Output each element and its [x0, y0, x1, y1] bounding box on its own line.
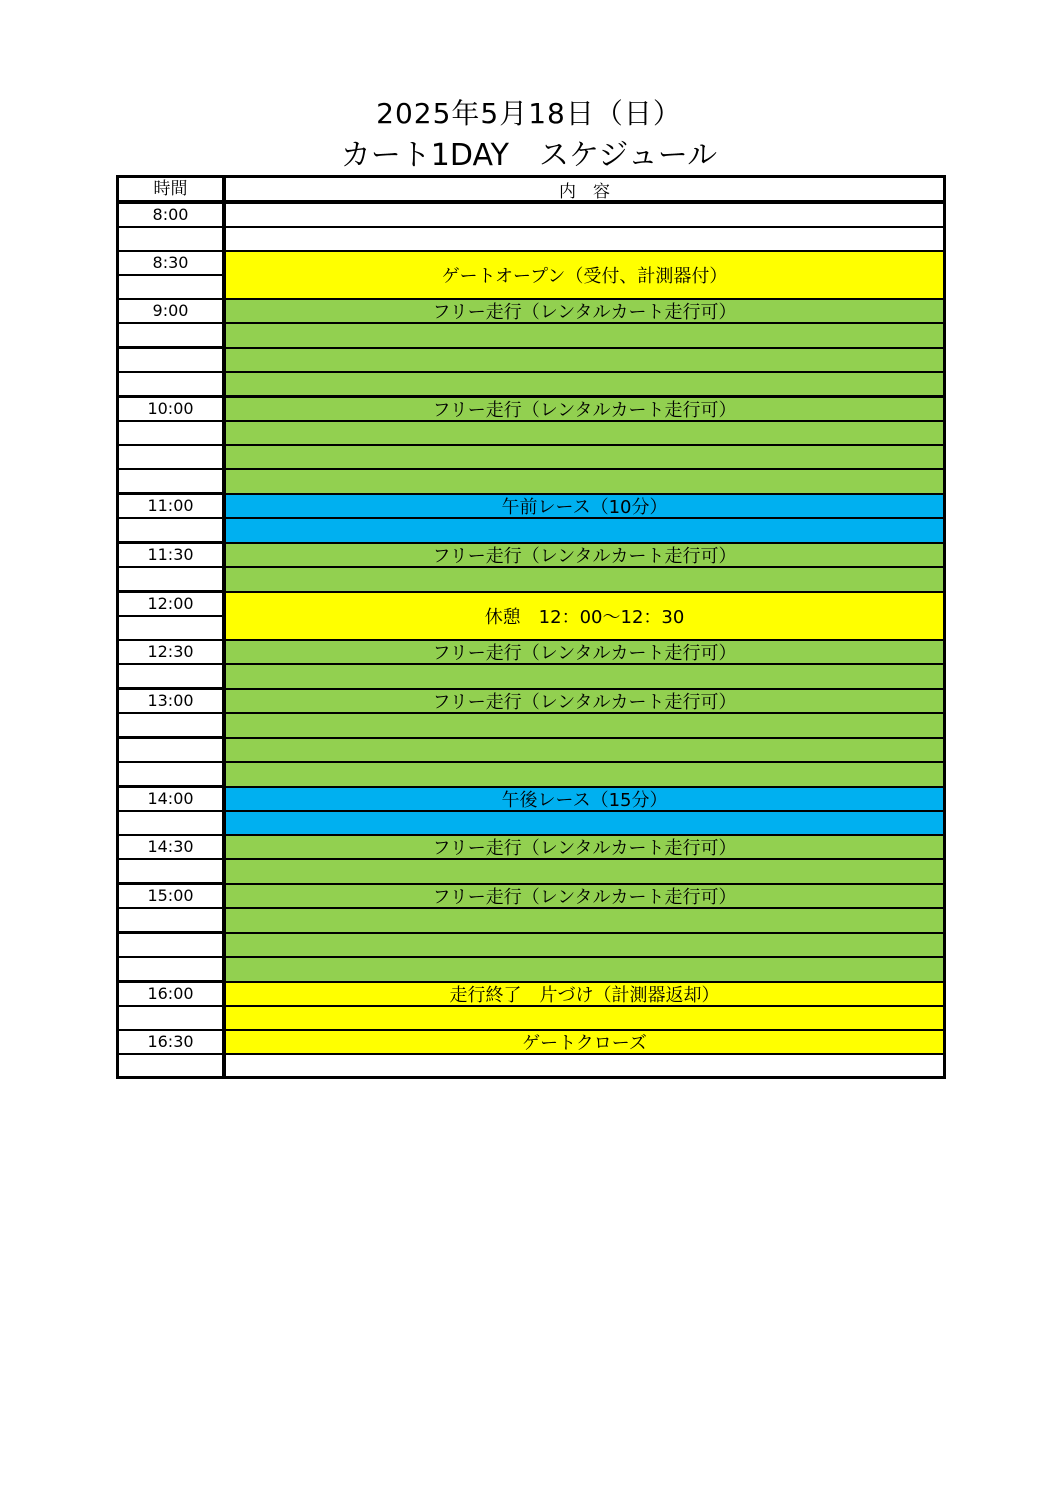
time-cell	[119, 714, 222, 736]
content-cell: ゲートオープン（受付、計測器付）	[226, 252, 943, 298]
time-cell	[119, 958, 222, 980]
schedule-date-title: 2025年5月18日（日）	[376, 97, 682, 130]
content-cell	[226, 739, 943, 761]
time-cell	[119, 617, 222, 639]
content-cell	[226, 373, 943, 395]
time-cell: 13:00	[119, 690, 222, 712]
content-cell: 午後レース（15分）	[226, 788, 943, 810]
content-cell	[226, 909, 943, 932]
content-cell: 休憩 12：00～12：30	[226, 593, 943, 639]
content-cell	[226, 204, 943, 226]
time-cell: 8:30	[119, 252, 222, 274]
time-cell	[119, 519, 222, 541]
content-cell: フリー走行（レンタルカート走行可）	[226, 300, 943, 322]
time-cell	[119, 763, 222, 785]
time-cell: 15:00	[119, 885, 222, 907]
content-cell	[226, 228, 943, 250]
time-cell: 16:30	[119, 1031, 222, 1053]
time-cell: 16:00	[119, 983, 222, 1005]
time-cell	[119, 860, 222, 882]
time-cell	[119, 422, 222, 444]
content-cell	[226, 324, 943, 347]
content-cell	[226, 958, 943, 981]
time-cell: 14:00	[119, 788, 222, 810]
time-cell: 11:00	[119, 495, 222, 517]
content-cell	[226, 349, 943, 371]
time-cell	[119, 349, 222, 371]
time-cell	[119, 470, 222, 492]
time-cell	[119, 1007, 222, 1029]
time-cell	[119, 324, 222, 346]
time-cell	[119, 909, 222, 931]
schedule-event-title: カート1DAY スケジュール	[340, 138, 718, 173]
time-cell	[119, 739, 222, 761]
content-cell	[226, 763, 943, 786]
content-cell: フリー走行（レンタルカート走行可）	[226, 398, 943, 420]
time-cell	[119, 934, 222, 956]
content-cell: フリー走行（レンタルカート走行可）	[226, 641, 943, 663]
time-cell	[119, 665, 222, 687]
content-cell	[226, 1007, 943, 1029]
content-cell	[226, 860, 943, 883]
content-cell	[226, 470, 943, 493]
content-cell: フリー走行（レンタルカート走行可）	[226, 690, 943, 712]
time-cell	[119, 812, 222, 834]
time-cell	[119, 228, 222, 250]
schedule-table	[116, 175, 946, 1079]
time-cell	[119, 276, 222, 298]
time-column	[119, 178, 222, 1076]
content-cell: ゲートクローズ	[226, 1031, 943, 1053]
time-cell: 11:30	[119, 544, 222, 566]
time-cell	[119, 568, 222, 590]
content-cell: フリー走行（レンタルカート走行可）	[226, 885, 943, 907]
content-cell	[226, 422, 943, 444]
content-cell: フリー走行（レンタルカート走行可）	[226, 836, 943, 858]
time-cell: 14:30	[119, 836, 222, 858]
content-cell	[226, 519, 943, 542]
content-cell: フリー走行（レンタルカート走行可）	[226, 544, 943, 566]
content-header: 内 容	[226, 178, 943, 200]
content-cell	[226, 1055, 943, 1076]
time-cell: 8:00	[119, 204, 222, 226]
content-cell	[226, 446, 943, 468]
content-cell	[226, 812, 943, 834]
time-cell: 9:00	[119, 300, 222, 322]
content-cell	[226, 568, 943, 591]
content-cell: 午前レース（10分）	[226, 495, 943, 517]
time-cell	[119, 1055, 222, 1076]
content-cell	[226, 665, 943, 688]
time-cell	[119, 446, 222, 468]
content-cell	[226, 714, 943, 737]
content-cell	[226, 934, 943, 956]
time-cell: 10:00	[119, 398, 222, 420]
time-header: 時間	[119, 178, 222, 200]
time-cell	[119, 373, 222, 395]
time-cell: 12:30	[119, 641, 222, 663]
content-cell: 走行終了 片づけ（計測器返却）	[226, 983, 943, 1005]
time-cell: 12:00	[119, 593, 222, 615]
content-column	[226, 178, 943, 1076]
